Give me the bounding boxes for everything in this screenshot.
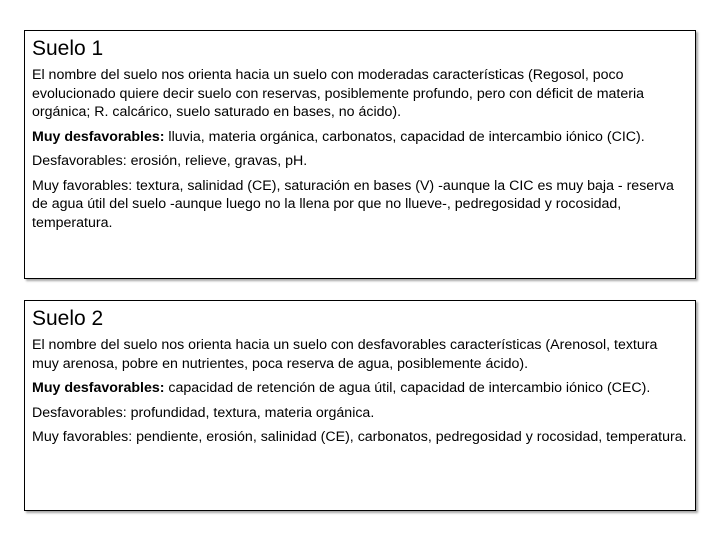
suelo-2-muy-desfavorables <box>32 379 687 398</box>
suelo-2-intro: El nombre del suelo nos orienta hacia un suelo con desfavorables características (Arenosol, textura muy arenosa, pobre en nutrientes, poca reserva de agua, posiblemente ácido). <box>32 337 658 372</box>
suelo-2-box <box>24 300 696 511</box>
suelo-2-muy-favorables: Muy favorables: pendiente, erosión, salinidad (CE), carbonatos, pedregosidad y rocosidad, temperatura. <box>32 429 687 445</box>
suelo-1-muy-favorables: Muy favorables: textura, salinidad (CE), saturación en bases (V) -aunque la CIC es muy baja - reserva de agua útil del suelo -aunque luego no la llena por que no llueve-, pedregosidad y rocosidad, temperatura. <box>32 177 674 231</box>
suelo-2-muy-desfavorables-label: Muy desfavorables: <box>32 380 165 396</box>
suelo-2-muy-desfavorables-text: capacidad de retención de agua útil, capacidad de intercambio iónico (CEC). <box>164 380 651 396</box>
suelo-1-title: Suelo 1 <box>32 37 104 60</box>
suelo-1-muy-desfavorables-text: lluvia, materia orgánica, carbonatos, capacidad de intercambio iónico (CIC). <box>164 128 645 145</box>
suelo-2-desfavorables: Desfavorables: profundidad, textura, materia orgánica. <box>32 404 375 421</box>
suelo-1-box <box>24 30 696 279</box>
suelo-1-muy-desfavorables <box>32 128 687 147</box>
suelo-1-intro: El nombre del suelo nos orienta hacia un suelo con moderadas características (Regosol, poco evolucionado quiere decir suelo con reservas, posiblemente profundo, pero con déficit de materia orgánica; R. calcárico, suelo saturado en bases, no ácido). <box>32 67 645 120</box>
suelo-1-desfavorables: Desfavorables: erosión, relieve, gravas, pH. <box>32 153 308 169</box>
suelo-1-muy-desfavorables-label: Muy desfavorables: <box>32 128 165 145</box>
suelo-2-title: Suelo 2 <box>32 307 104 330</box>
